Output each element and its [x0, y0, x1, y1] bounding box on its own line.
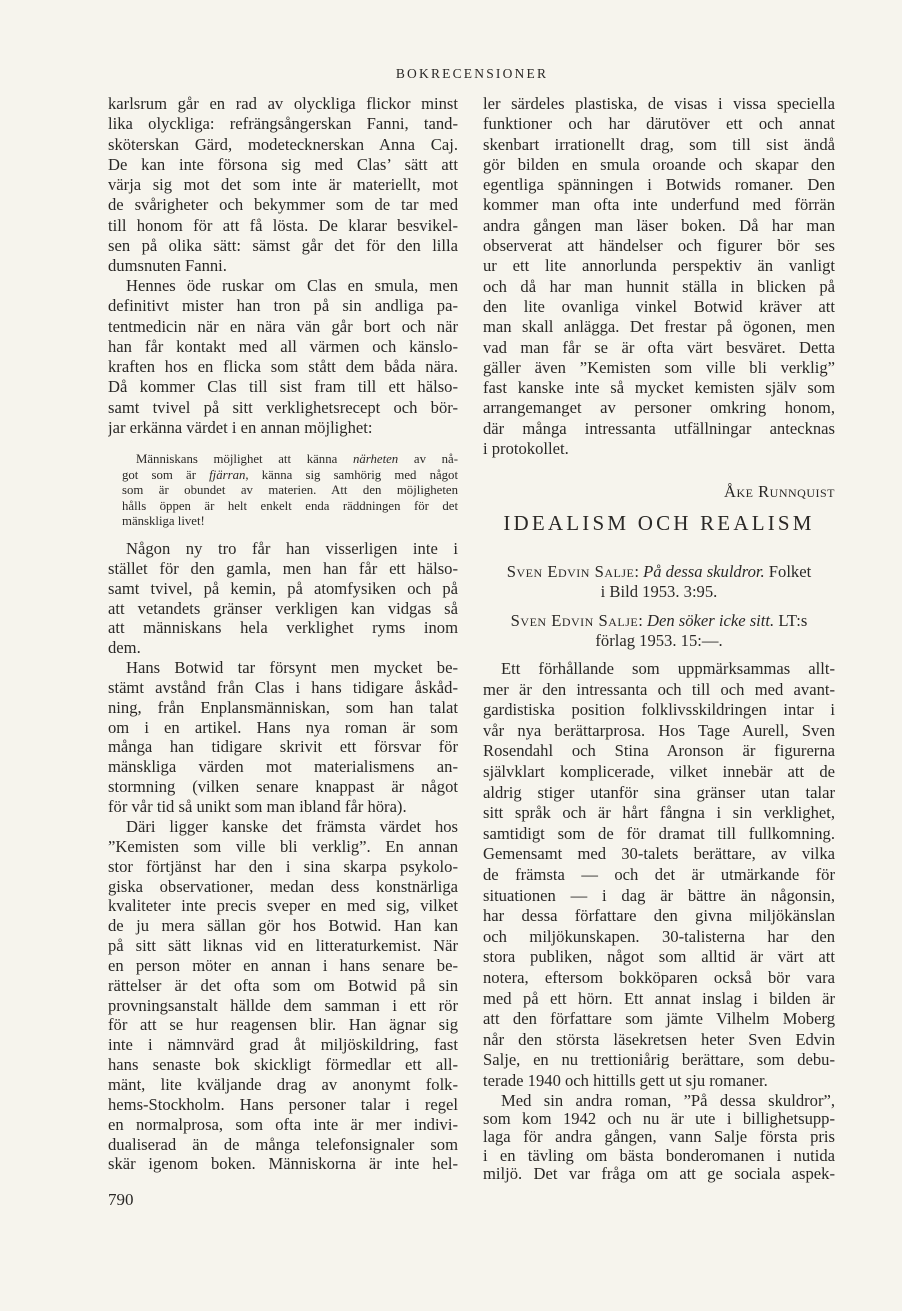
book-reference [483, 562, 835, 601]
text-segment: got som är [122, 467, 210, 482]
italic-text: närheten [352, 452, 399, 466]
text-line: sen på olika sätt: sämst går det för den lilla [108, 235, 458, 255]
paragraph [108, 817, 458, 1174]
text-segment: : [638, 611, 647, 630]
text-line: mänskliga livet! [122, 514, 205, 529]
book-reference [483, 611, 835, 650]
text-line: dem. [108, 638, 141, 658]
text-line: stora publiken, något som alltid är värt att [483, 947, 835, 967]
text-line: mänskliga värden mot materialismens an- [108, 757, 458, 777]
text-line: har dessa författare den givna miljökänslan [483, 906, 835, 926]
text-line: en person möter en annan i hans senare be- [108, 955, 458, 975]
paragraph [108, 276, 458, 438]
text-line: med på ett hörn. Ett annat inslag i bilden är [483, 988, 835, 1008]
text-line: den lite ovanliga vinkel Botwid kräver att [483, 296, 835, 316]
text-line: de ju mera sällan gör hos Botwid. Han kan [108, 916, 458, 936]
italic-text: På dessa skuldror. [643, 562, 765, 581]
text-line: ning, från Enplansmänniskan, som han talat [108, 697, 458, 717]
text-line: mer är den intressanta och till och med avant- [483, 679, 835, 699]
text-line: Gemensamt med 30-talets berättare, av vilka [483, 844, 835, 864]
text-line: hans senaste bok skickligt förmedlar ett all- [108, 1055, 458, 1075]
text-line: stor förtjänst har den i sina skarpa psykolo- [108, 856, 458, 876]
text-line: för vår tid så unikt som man ibland får höra). [108, 796, 407, 816]
text-segment: LT:s [774, 611, 808, 630]
text-line: Rosendahl och Stina Aronson är figurerna [483, 741, 835, 761]
text-line: till honom för att få lösta. De klarar besvikel- [108, 215, 458, 235]
block-quote [122, 452, 458, 530]
text-line: gardistiska position folklivsskildringen intar i [483, 700, 835, 720]
text-line: Hennes öde ruskar om Clas en smula, men [126, 276, 458, 295]
text-line: att människans hela verklighet ryms inom [108, 618, 458, 638]
text-line: rättelser är det ofta som om Botwid på sin [108, 975, 458, 995]
text-line: Hans Botwid tar försynt men mycket be- [126, 658, 458, 677]
text-line: stället för den gamla, men han får ett hälso- [108, 558, 458, 578]
text-line: tentmedicin när en nära vän går bort och när [108, 316, 458, 336]
page-number: 790 [108, 1190, 134, 1209]
text-line: hålls öppen är helt enkelt enda räddningen för det [122, 498, 458, 513]
text-line: situationen — i dag är bättre än någonsin, [483, 885, 835, 905]
text-line: gör bilden en smula oroande och skapar den [483, 154, 835, 174]
text-line: vår nya berättarprosa. Hos Tage Aurell, Sven [483, 720, 835, 740]
text-line: De kan inte försona sig med Clas’ sätt att [108, 154, 458, 174]
text-line: ler särdeles plastiska, de visas i vissa speciella [483, 94, 835, 113]
text-line: de svårigheter och bekymmer som de tar med [108, 195, 458, 215]
text-line: självklart komplicerade, vilket innebär att de [483, 761, 835, 781]
text-line: karlsrum går en rad av olyckliga flickor minst [108, 94, 458, 113]
text-line: laga för andra gången, vann Salje första pris [483, 1128, 835, 1147]
text-line: IDEALISM OCH REALISM [503, 511, 815, 535]
text-line: man skall anlägga. Det frestar på ögonen, men [483, 317, 835, 337]
text-line: och miljökunskapen. 30-talisterna har den [483, 926, 835, 946]
text-line: i protokollet. [483, 439, 569, 459]
text-line: han får kontakt med all värmen och känslo- [108, 336, 458, 356]
text-line: värja sig mot det som inte är materiellt, mot [108, 175, 458, 194]
text-line [122, 452, 458, 468]
text-line: samt tvivel, på kemin, på atomfysiken och på [108, 578, 458, 598]
paragraph [483, 94, 835, 459]
italic-text: Den söker icke sitt. [646, 611, 775, 630]
text-line: Ett förhållande som uppmärksammas allt- [501, 659, 835, 678]
text-line: jar erkänna värdet i en annan möjlighet: [108, 417, 373, 437]
text-line: i Bild 1953. 3:95. [600, 581, 718, 601]
text-line: andra gången man läser boken. Då har man [483, 215, 835, 235]
text-line: giska observationer, medan dess konstnärliga [108, 876, 458, 896]
text-line: dualiserad än de många telefonsignaler som [108, 1134, 458, 1154]
signature [483, 482, 835, 502]
text-line: skenbart irrationellt drag, som till sist ändå [483, 134, 835, 154]
paragraph [483, 1092, 835, 1183]
text-line: Då kommer Clas till sist fram till ett hälso- [108, 377, 458, 397]
italic-text: fjärran [209, 467, 246, 482]
text-line: Däri ligger kanske det främsta värdet hos [126, 817, 458, 836]
text-line: om i en artikel. Hans nya roman är som [108, 717, 458, 737]
text-line [483, 562, 835, 582]
text-segment: av nå- [398, 452, 458, 466]
text-line: de främsta — och det är utmärkande för [483, 864, 835, 884]
text-line: som är obundet av materien. Att den möjligheten [122, 483, 458, 498]
text-line: kvaliteter inte precis sveper en med sig, vilket [108, 896, 458, 916]
text-line: stormning (vilken senare knappast är något [108, 777, 458, 797]
text-line: förlag 1953. 15:—. [595, 630, 723, 650]
text-segment: , känna sig samhörig med något [245, 467, 458, 482]
text-segment: Folket [764, 562, 812, 581]
text-line: och då har man hunnit ställa in blicken på [483, 276, 835, 296]
text-line: Någon ny tro får han visserligen inte i [126, 539, 458, 558]
text-line: inte i nämnvärd grad åt miljöskildring, fast [108, 1035, 458, 1055]
text-line: kraften hos en flicka som stått dem båda nära. [108, 357, 458, 376]
text-line: vad man får se är ofta värt besväret. Detta [483, 337, 835, 357]
text-line: notera, eftersom bokköparen också bör vara [483, 967, 835, 987]
text-line: arrangemanget av personer omkring honom, [483, 398, 835, 418]
text-line: gäller även ”Kemisten som ville bli verklig” [483, 357, 835, 377]
text-line: definitivt mister han tron på sin andliga pa- [108, 296, 458, 316]
text-line: ”Kemisten som ville bli verklig”. En annan [108, 836, 458, 856]
running-title: BOKRECENSIONER [395, 66, 549, 81]
text-line: att vetandets gränser verkligen kan vidgas så [108, 598, 458, 618]
text-segment: Människans möjlighet att känna [136, 452, 353, 466]
text-line: där många intressanta utfällningar antecknas [483, 418, 835, 438]
author-name: Åke Runnquist [723, 482, 835, 501]
section-heading [483, 510, 835, 536]
paragraph [108, 94, 458, 276]
text-line: som kom 1942 och nu är ute i billighetsupp- [483, 1110, 835, 1129]
text-line: observerat att händelser och figurer bör ses [483, 236, 835, 256]
text-line: mänt, lite kväljande drag av anonymt folk- [108, 1074, 458, 1094]
text-line: miljö. Det var fråga om att ge sociala aspek- [483, 1164, 835, 1183]
text-line: Salje, en nu trettioniårig berättare, som debu- [483, 1050, 835, 1070]
paragraph [108, 539, 458, 658]
text-line: en normalprosa, som ofta inte är mer indivi- [108, 1114, 458, 1134]
text-line [122, 468, 458, 484]
text-line: skär igenom boken. Människorna är inte hel- [108, 1154, 458, 1174]
text-line: många han tidigare skrivit ett försvar för [108, 737, 458, 757]
text-line: Med sin andra roman, ”På dessa skuldror”, [501, 1092, 835, 1110]
text-line: funktioner och har därutöver ett och annat [483, 114, 835, 134]
text-line [483, 611, 835, 631]
author-name: Sven Edvin Salje [510, 611, 639, 630]
text-line: egentliga spänningen i Botwids romaner. Den [483, 175, 835, 195]
text-line: sköterskan Gärd, modetecknerskan Anna Caj. [108, 134, 458, 154]
text-line: samtidigt som de för dramat till fullkomning. [483, 823, 835, 843]
text-line: hems-Stockholm. Hans personer talar i regel [108, 1094, 458, 1114]
text-line: dumsnuten Fanni. [108, 256, 227, 275]
text-line [483, 482, 835, 502]
text-line: sitt språk och är hårt fångna i sin verklighet, [483, 803, 835, 823]
text-line: i en tävling om bästa bonderomanen i nutida [483, 1146, 835, 1165]
text-line: stämt avstånd från Clas i hans tidigare åskåd- [108, 677, 458, 697]
paragraph [108, 658, 458, 817]
text-line: på sitt sätt liknas vid en litteraturkemist. När [108, 936, 458, 956]
text-line: för att se hur reagensen blir. Han ägnar sig [108, 1015, 458, 1035]
text-line: ur ett lite annorlunda perspektiv än vanligt [483, 256, 835, 276]
text-line: provningsanstalt hällde dem samman i ett rör [108, 995, 458, 1015]
text-line: lika olyckliga: refrängsångerskan Fanni, tand- [108, 114, 458, 134]
text-line: fast kanske inte så mycket kemisten själv som [483, 378, 835, 398]
text-line: kommer man ofta inte underfund med förrän [483, 195, 835, 215]
text-line: når den största läsekretsen heter Sven Edvin [483, 1029, 835, 1049]
author-name: Sven Edvin Salje [506, 562, 635, 581]
text-line: aldrig stiger utanför sina gränser utan talar [483, 782, 835, 802]
paragraph [483, 659, 835, 1091]
text-line: samt tvivel på sitt verklighetsrecept och bör- [108, 397, 458, 417]
text-line: att den författare som jämte Vilhelm Moberg [483, 1009, 835, 1029]
text-line: terade 1940 och hittills gett ut sju romaner. [483, 1070, 768, 1090]
text-segment: : [634, 562, 644, 581]
